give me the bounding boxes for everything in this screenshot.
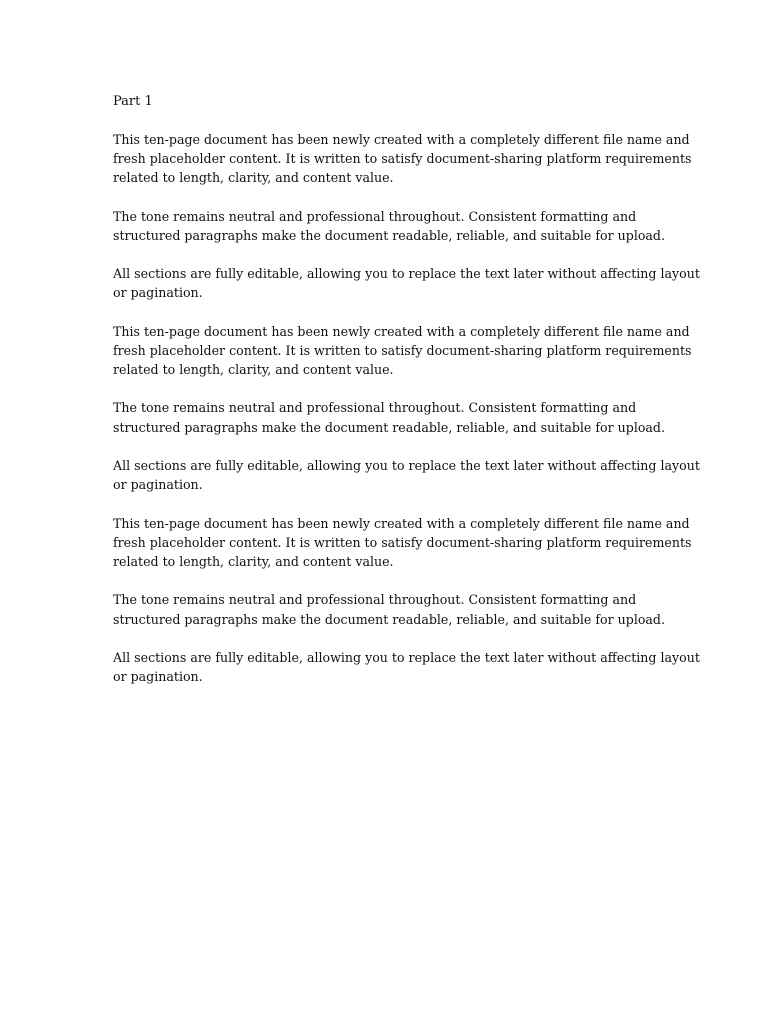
- paragraph-line: This ten-page document has been newly created with a completely different file name and: [113, 131, 690, 147]
- paragraph-line: structured paragraphs make the document readable, reliable, and suitable for upload.: [113, 419, 665, 435]
- paragraph-line: All sections are fully editable, allowing you to replace the text later without affecting layout: [113, 458, 700, 474]
- paragraph-line: fresh placeholder content. It is written to satisfy document-sharing platform requirements: [113, 342, 692, 358]
- paragraph: [113, 322, 692, 380]
- paragraph-line: or pagination.: [113, 285, 203, 301]
- paragraph-line: The tone remains neutral and professional throughout. Consistent formatting and: [113, 400, 637, 416]
- paragraph-line: The tone remains neutral and professional throughout. Consistent formatting and: [113, 592, 637, 608]
- paragraph-line: or pagination.: [113, 477, 203, 493]
- paragraph: [113, 398, 665, 436]
- paragraph: [113, 207, 665, 245]
- paragraph-line: structured paragraphs make the document readable, reliable, and suitable for upload.: [113, 227, 665, 243]
- paragraph: [113, 456, 700, 494]
- paragraph: [113, 648, 700, 686]
- section-heading: Part 1: [113, 94, 153, 109]
- paragraph-line: The tone remains neutral and professional throughout. Consistent formatting and: [113, 208, 637, 224]
- paragraph-line: All sections are fully editable, allowing you to replace the text later without affecting layout: [113, 650, 700, 666]
- paragraph: [113, 514, 692, 572]
- paragraph-line: related to length, clarity, and content value.: [113, 554, 394, 570]
- paragraph: [113, 130, 692, 188]
- paragraph-line: structured paragraphs make the document readable, reliable, and suitable for upload.: [113, 611, 665, 627]
- paragraph-line: or pagination.: [113, 669, 203, 685]
- document-page: [113, 92, 700, 706]
- paragraph-line: fresh placeholder content. It is written to satisfy document-sharing platform requirements: [113, 534, 692, 550]
- paragraph-line: All sections are fully editable, allowing you to replace the text later without affecting layout: [113, 266, 700, 282]
- paragraph-line: related to length, clarity, and content value.: [113, 170, 394, 186]
- paragraph-line: This ten-page document has been newly created with a completely different file name and: [113, 323, 690, 339]
- paragraph-line: related to length, clarity, and content value.: [113, 362, 394, 378]
- paragraph: [113, 264, 700, 302]
- paragraph-line: This ten-page document has been newly created with a completely different file name and: [113, 515, 690, 531]
- paragraph-line: fresh placeholder content. It is written to satisfy document-sharing platform requirements: [113, 150, 692, 166]
- paragraph: [113, 590, 665, 628]
